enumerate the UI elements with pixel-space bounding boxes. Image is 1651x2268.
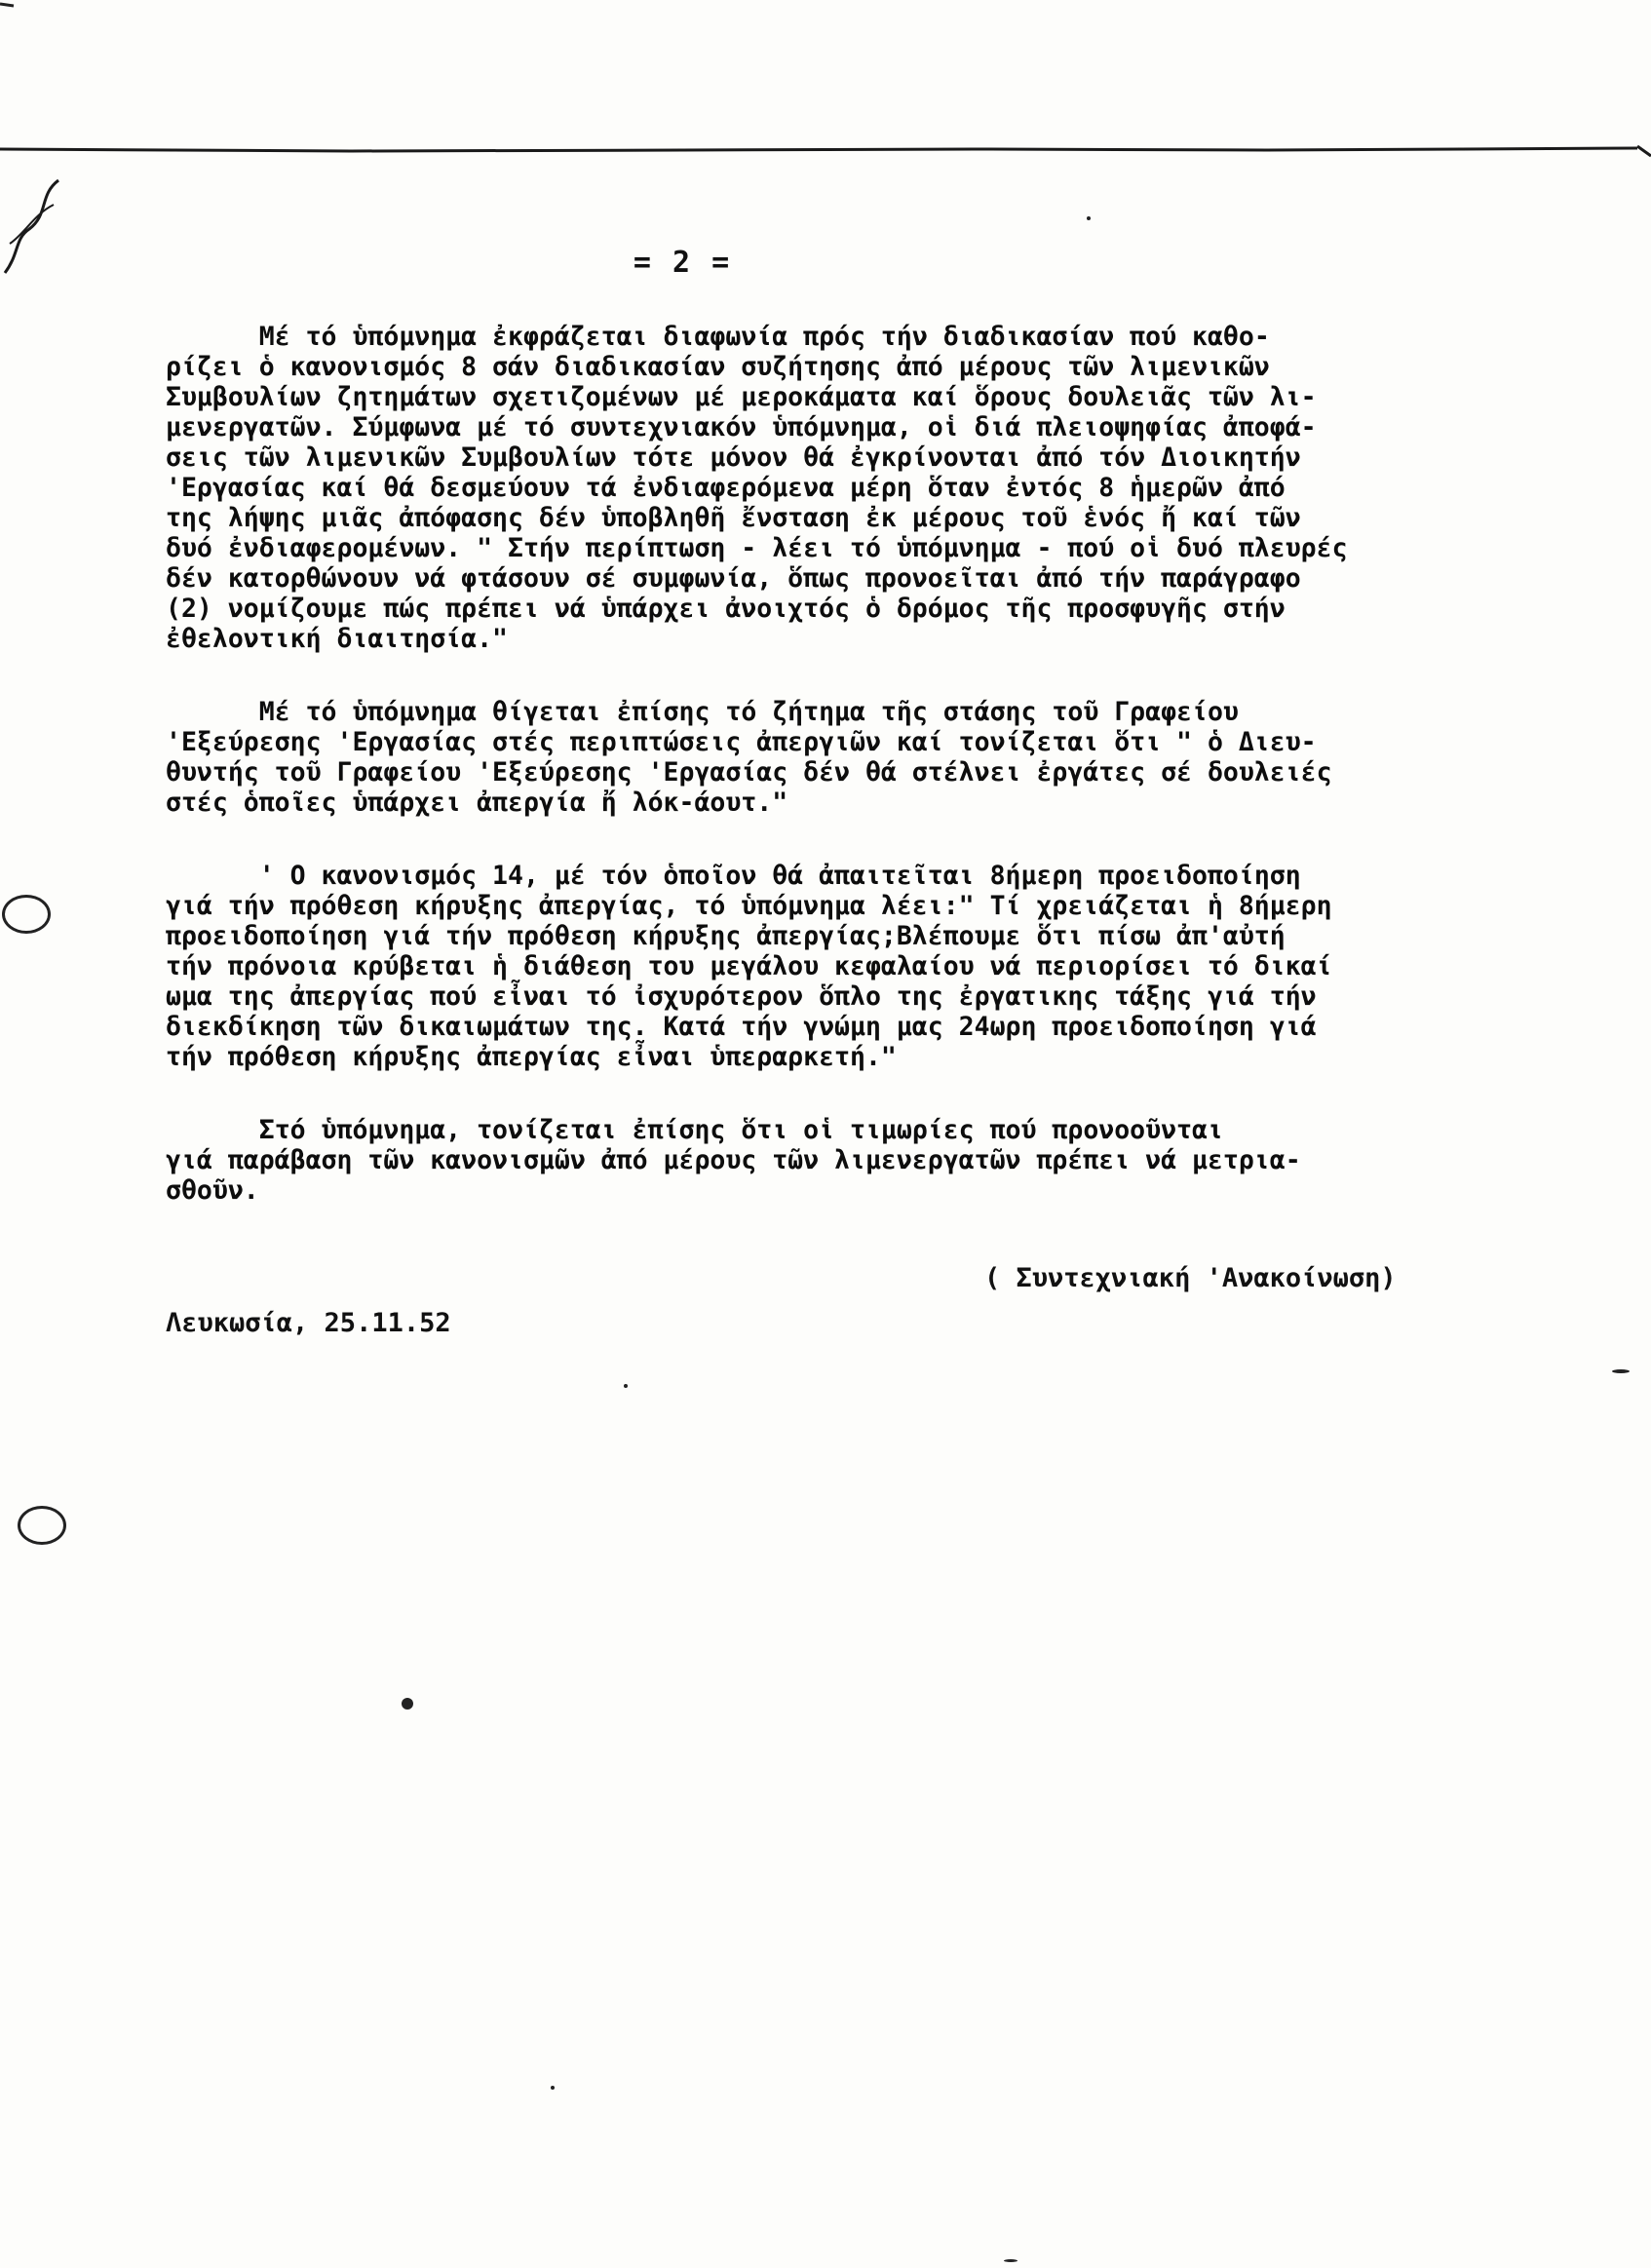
scan-speck bbox=[551, 2086, 555, 2090]
page-edge-rule bbox=[0, 144, 1651, 158]
scan-speck bbox=[1612, 1369, 1630, 1373]
page-number: = 2 = bbox=[633, 246, 732, 280]
document-body bbox=[166, 322, 1642, 1249]
paragraph: Στό ὑπόμνημα, τονίζεται ἐπίσης ὅτι οἱ τιμωρίες πού προνοοῦνται γιά παράβαση τῶν κανονισμῶν ἀπό μέρους τῶν λιμενεργατῶν πρέπει νά μετρια- σθοῦν. bbox=[166, 1115, 1301, 1206]
scan-mark bbox=[0, 0, 19, 10]
scan-speck bbox=[402, 1698, 413, 1710]
punch-hole bbox=[2, 895, 51, 934]
punch-hole bbox=[18, 1506, 66, 1545]
scan-speck bbox=[1087, 216, 1091, 220]
signature: ( Συντεχνιακή 'Ανακοίνωση) bbox=[984, 1263, 1397, 1293]
torn-corner-mark bbox=[0, 175, 68, 283]
place-date: Λευκωσία, 25.11.52 bbox=[166, 1308, 451, 1338]
scan-speck bbox=[624, 1384, 628, 1388]
paragraph: Μέ τό ὑπόμνημα θίγεται ἐπίσης τό ζήτημα τῆς στάσης τοῦ Γραφείου 'Εξεύρεσης 'Εργασίας στές περιπτώσεις ἀπεργιῶν καί τονίζεται ὅτι " ὁ Διευ- θυντής τοῦ Γραφείου 'Εξεύρεσης 'Εργασίας δέν θά στέλνει ἐργάτες σέ δουλειές στές ὁποῖες ὑπάρχει ἀπεργία ἤ λόκ-άουτ." bbox=[166, 697, 1332, 818]
paragraph: ' Ο κανονισμός 14, μέ τόν ὁποῖον θά ἀπαιτεῖται 8ήμερη προειδοποίηση γιά τήν πρόθεση κήρυξης ἀπεργίας, τό ὑπόμνημα λέει:" Τί χρειάζεται ἡ 8ήμερη προειδοποίηση γιά τήν πρόθεση κήρυξης ἀπεργίας;Βλέπουμε ὅτι πίσω ἀπ'αὐτή τήν πρόνοια κρύβεται ἡ διάθεση του μεγάλου κεφαλαίου νά περιορίσει τό δικαί ωμα της ἀπεργίας πού εἶναι τό ἰσχυρότερον ὅπλο της ἐργατικης τάξης γιά τήν διεκδίκηση τῶν δικαιωμάτων της. Κατά τήν γνώμη μας 24ωρη προειδοποίηση γιά τήν πρόθεση κήρυξης ἀπεργίας εἶναι ὑπεραρκετή." bbox=[166, 861, 1332, 1072]
paragraph: Μέ τό ὑπόμνημα ἐκφράζεται διαφωνία πρός τήν διαδικασίαν πού καθο- ρίζει ὁ κανονισμός 8 σάν διαδικασίαν συζήτησης ἀπό μέρους τῶν λιμενικῶν Συμβουλίων ζητημάτων σχετιζομένων μέ μεροκάματα καί ὅρους δουλειᾶς τῶν λι- μενεργατῶν. Σύμφωνα μέ τό συντεχνιακόν ὑπόμνημα, οἱ διά πλειοψηφίας ἀποφά- σεις τῶν λιμενικῶν Συμβουλίων τότε μόνον θά ἐγκρίνονται ἀπό τόν Διοικητήν 'Εργασίας καί θά δεσμεύουν τά ἐνδιαφερόμενα μέρη ὅταν ἐντός 8 ἡμερῶν ἀπό της λήψης μιᾶς ἀπόφασης δέν ὑποβληθῆ ἔνσταση ἐκ μέρους τοῦ ἑνός ἤ καί τῶν δυό ἐνδιαφερομένων. " Στήν περίπτωση - λέει τό ὑπόμνημα - πού οἱ δυό πλευρές δέν κατορθώνουν νά φτάσουν σέ συμφωνία, ὅπως προνοεῖται ἀπό τήν παράγραφο (2) νομίζουμε πώς πρέπει νά ὑπάρχει ἀνοιχτός ὁ δρόμος τῆς προσφυγῆς στήν ἐθελοντική διαιτησία." bbox=[166, 322, 1348, 654]
scan-speck bbox=[1004, 2259, 1017, 2262]
